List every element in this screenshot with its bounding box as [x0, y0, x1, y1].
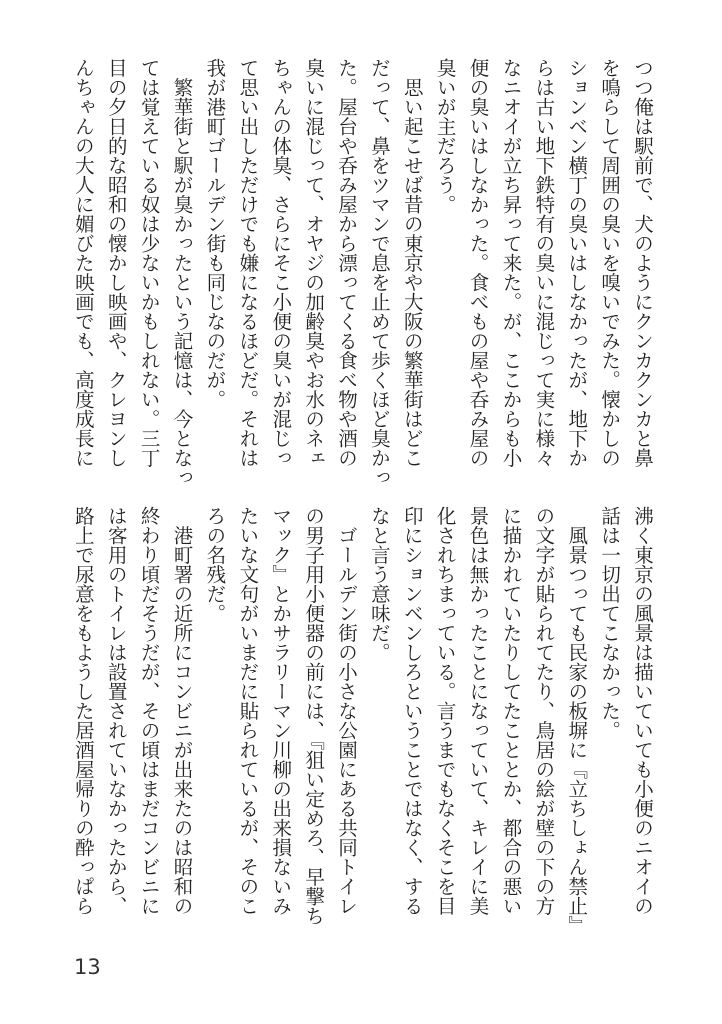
text-column: だって、鼻をツマンで息を止めて歩くほど臭かっ — [367, 58, 391, 487]
text-column: ちゃんの体臭、さらにそこ小便の臭いが混じっ — [269, 58, 293, 468]
text-column: 話は一切出てこなかった。 — [598, 506, 622, 740]
text-column: 化されちまっている。言うまでもなくそこを目 — [433, 506, 457, 916]
text-column: 目の夕日的な昭和の懐かし映画や、クレヨンし — [104, 58, 128, 468]
text-column: ションベン横丁の臭いはしなかったが、地下か — [565, 58, 589, 468]
text-column: 思い起こせば昔の東京や大阪の繁華街はどこ — [400, 58, 424, 468]
page-number: 13 — [74, 955, 101, 979]
text-column: なと言う意味だ。 — [367, 506, 391, 662]
text-column: ろの名残だ。 — [203, 506, 227, 623]
text-column: 便の臭いはしなかった。食べもの屋や呑み屋の — [466, 58, 490, 468]
text-column: て思い出しただけでも嫌になるほどだ。それは — [236, 58, 260, 468]
text-column: マック』とかサラリーマン川柳の出来損ないみ — [269, 506, 293, 916]
text-column: 終わり頃だそうだが、その頃はまだコンビニに — [137, 506, 161, 916]
text-column: の文字が貼られてたり、鳥居の絵が壁の下の方 — [532, 506, 556, 916]
text-column: た。屋台や呑み屋から漂ってくる食べ物や酒の — [334, 58, 358, 468]
text-column: 印にションベンしろということではなく、する — [400, 506, 424, 916]
text-column: 路上で尿意をもようした居酒屋帰りの酔っぱら — [71, 506, 95, 916]
text-column: 港町署の近所にコンビニが出来たのは昭和の — [170, 506, 194, 916]
text-column: は客用のトイレは設置されていなかったから、 — [104, 506, 128, 916]
text-column: 沸く東京の風景は描いていても小便のニオイの — [631, 506, 654, 916]
text-column: んちゃんの大人に媚びた映画でも、高度成長に — [71, 58, 95, 468]
text-column: 景色は無かったことになっていて、キレイに美 — [466, 506, 490, 916]
text-column: 臭いが主だろう。 — [433, 58, 457, 214]
text-column: 繁華街と駅が臭かったという記憶は、今となっ — [170, 58, 194, 487]
text-column: 我が港町ゴールデン街も同じなのだが。 — [203, 58, 227, 409]
text-column: 臭いに混じって、オヤジの加齢臭やお水のネェ — [302, 58, 326, 468]
text-column: なニオイが立ち昇って来た。が、ここからも小 — [499, 58, 523, 468]
text-column: らは古い地下鉄特有の臭いに混じって実に様々 — [532, 58, 556, 468]
text-column: つつ俺は駅前で、犬のようにクンカクンカと鼻 — [631, 58, 654, 468]
text-column: の男子用小便器の前には、『狙い定めろ、早撃ち — [302, 506, 326, 926]
text-block-upper — [66, 58, 658, 498]
text-column: ては覚えている奴は少ないかもしれない。三丁 — [137, 58, 161, 468]
text-column: たいな文句がいまだに貼られているが、そのこ — [236, 506, 260, 916]
text-column: に描かれていたりしてたこととか、都合の悪い — [499, 506, 523, 916]
text-column: 風景つっても民家の板塀に『立ちしょん禁止』 — [565, 506, 589, 935]
text-column: を鳴らして周囲の臭いを嗅いでみた。懐かしの — [598, 58, 622, 468]
text-block-lower — [66, 506, 658, 946]
text-column: ゴールデン街の小さな公園にある共同トイレ — [334, 506, 358, 916]
